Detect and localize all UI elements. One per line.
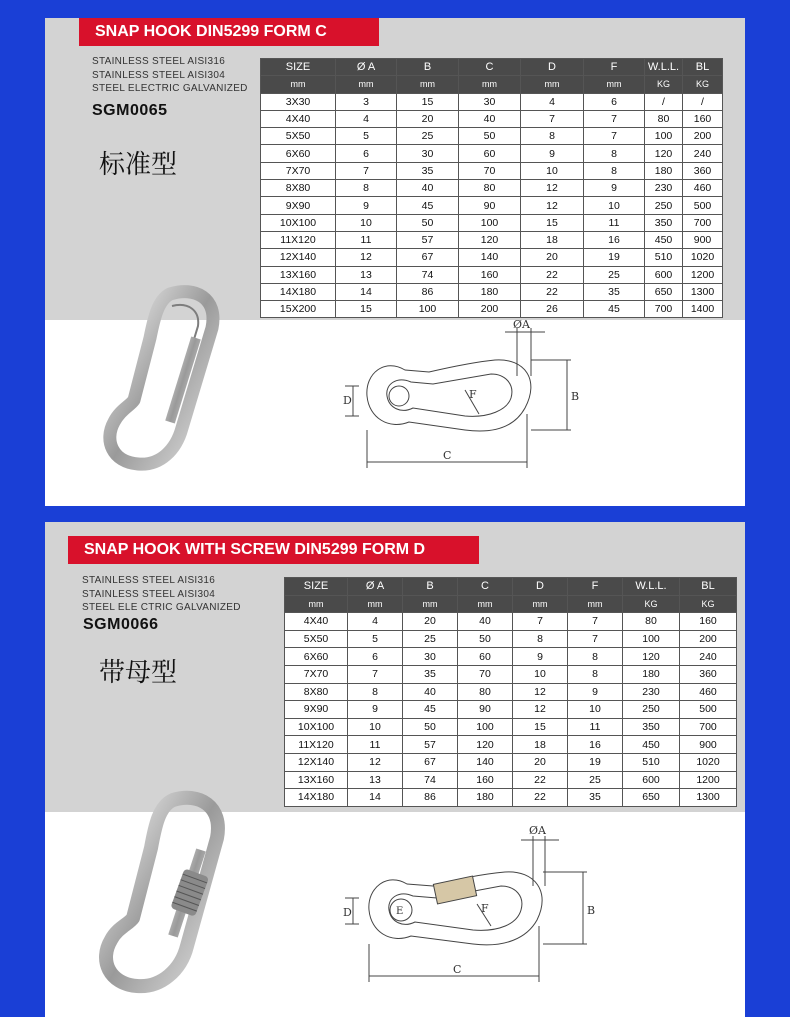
column-header: SIZE — [285, 578, 348, 596]
table-cell: 9 — [584, 180, 645, 197]
table-cell: 5 — [348, 630, 403, 648]
table-cell: 10 — [513, 665, 568, 683]
table-cell: 11 — [348, 736, 403, 754]
table-cell: 8 — [348, 683, 403, 701]
table-cell: 200 — [680, 630, 737, 648]
table-row — [261, 283, 723, 300]
table-cell: 80 — [645, 110, 683, 127]
table-cell: 14 — [336, 283, 397, 300]
column-header: B — [403, 578, 458, 596]
table-cell: 10X100 — [285, 718, 348, 736]
table-cell: 510 — [645, 249, 683, 266]
table-cell: 1200 — [683, 266, 723, 283]
table-cell: 74 — [397, 266, 459, 283]
unit-header: mm — [397, 76, 459, 93]
table-unit-row — [261, 76, 723, 93]
table-cell: 12 — [513, 683, 568, 701]
table-cell: 9 — [568, 683, 623, 701]
table-cell: 8 — [584, 162, 645, 179]
table-cell: 1020 — [683, 249, 723, 266]
table-cell: 160 — [459, 266, 521, 283]
unit-header: mm — [348, 595, 403, 613]
table-cell: 120 — [645, 145, 683, 162]
table-cell: 80 — [459, 180, 521, 197]
table-cell: 8 — [584, 145, 645, 162]
table-cell: 57 — [397, 231, 459, 248]
table-cell: 350 — [623, 718, 680, 736]
label-b: B — [571, 390, 580, 403]
material-item: STAINLESS STEEL AISI304 — [82, 588, 216, 600]
material-item: STAINLESS STEEL AISI316 — [92, 56, 226, 67]
table-cell: 160 — [683, 110, 723, 127]
table-cell: 10X100 — [261, 214, 336, 231]
table-cell: 90 — [459, 197, 521, 214]
table-cell: 9 — [513, 648, 568, 666]
table-cell: 100 — [623, 630, 680, 648]
table-row — [261, 266, 723, 283]
label-d: D — [343, 394, 352, 407]
table-cell: 30 — [397, 145, 459, 162]
table-cell: 22 — [521, 283, 584, 300]
table-cell: 5X50 — [261, 128, 336, 145]
table-cell: 140 — [459, 249, 521, 266]
table-cell: 15 — [521, 214, 584, 231]
table-cell: 22 — [521, 266, 584, 283]
table-cell: 250 — [645, 197, 683, 214]
table-cell: 230 — [623, 683, 680, 701]
table-cell: 160 — [458, 771, 513, 789]
table-cell: 450 — [645, 231, 683, 248]
label-f: F — [481, 902, 489, 915]
table-cell: 9 — [521, 145, 584, 162]
table-cell: 100 — [645, 128, 683, 145]
product-type-chinese: 带母型 — [99, 658, 178, 688]
table-unit-row — [285, 595, 737, 613]
table-cell: 120 — [459, 231, 521, 248]
unit-header: mm — [336, 76, 397, 93]
unit-header: KG — [683, 76, 723, 93]
table-cell: 8 — [568, 648, 623, 666]
table-cell: 45 — [584, 301, 645, 318]
table-cell: 180 — [458, 789, 513, 807]
table-cell: 4 — [336, 110, 397, 127]
spec-table-body — [261, 93, 723, 318]
table-cell: 12 — [513, 701, 568, 719]
table-row — [261, 145, 723, 162]
table-cell: 9X90 — [285, 701, 348, 719]
table-cell: 14 — [348, 789, 403, 807]
table-cell: 15 — [513, 718, 568, 736]
table-cell: 240 — [680, 648, 737, 666]
table-cell: 180 — [459, 283, 521, 300]
table-row — [261, 231, 723, 248]
section-title-banner: SNAP HOOK WITH SCREW DIN5299 FORM D — [68, 536, 479, 564]
table-cell: 35 — [397, 162, 459, 179]
column-header: F — [568, 578, 623, 596]
table-cell: 25 — [403, 630, 458, 648]
table-cell: 45 — [403, 701, 458, 719]
unit-header: mm — [459, 76, 521, 93]
table-cell: 9 — [348, 701, 403, 719]
table-row — [285, 771, 737, 789]
table-cell: 450 — [623, 736, 680, 754]
table-row — [261, 301, 723, 318]
table-row — [285, 613, 737, 631]
table-cell: 40 — [397, 180, 459, 197]
table-cell: 86 — [397, 283, 459, 300]
table-cell: 14X180 — [261, 283, 336, 300]
table-cell: 50 — [397, 214, 459, 231]
table-cell: 650 — [623, 789, 680, 807]
table-cell: 180 — [623, 665, 680, 683]
column-header: B — [397, 59, 459, 76]
column-header: BL — [680, 578, 737, 596]
table-cell: 100 — [397, 301, 459, 318]
table-cell: 510 — [623, 753, 680, 771]
unit-header: mm — [521, 76, 584, 93]
spec-table — [260, 58, 723, 318]
table-cell: 50 — [459, 128, 521, 145]
table-cell: 90 — [458, 701, 513, 719]
table-cell: 60 — [458, 648, 513, 666]
column-header: SIZE — [261, 59, 336, 76]
table-cell: 35 — [568, 789, 623, 807]
table-cell: 20 — [513, 753, 568, 771]
section-form-c — [45, 18, 745, 506]
table-cell: 6X60 — [285, 648, 348, 666]
table-cell: 240 — [683, 145, 723, 162]
column-header: Ø A — [336, 59, 397, 76]
table-cell: 500 — [683, 197, 723, 214]
unit-header: mm — [584, 76, 645, 93]
table-cell: 650 — [645, 283, 683, 300]
spec-table-body — [285, 613, 737, 807]
table-cell: 360 — [683, 162, 723, 179]
table-row — [261, 249, 723, 266]
column-header: W.L.L. — [645, 59, 683, 76]
table-cell: 12 — [521, 197, 584, 214]
table-row — [285, 718, 737, 736]
label-d: D — [343, 906, 352, 919]
column-header: C — [458, 578, 513, 596]
label-a: ØA — [513, 318, 530, 331]
table-cell: 40 — [458, 613, 513, 631]
table-cell: 900 — [680, 736, 737, 754]
table-cell: 26 — [521, 301, 584, 318]
unit-header: mm — [513, 595, 568, 613]
table-row — [285, 683, 737, 701]
table-cell: 6 — [336, 145, 397, 162]
table-cell: 200 — [459, 301, 521, 318]
material-list — [82, 574, 241, 615]
table-cell: 8 — [568, 665, 623, 683]
table-cell: 200 — [683, 128, 723, 145]
dimension-drawing — [345, 822, 605, 987]
column-header: W.L.L. — [623, 578, 680, 596]
table-cell: 500 — [680, 701, 737, 719]
material-list — [92, 55, 248, 96]
spec-table-header — [285, 578, 737, 613]
table-cell: 25 — [397, 128, 459, 145]
spec-table-header — [261, 59, 723, 94]
table-cell: 9 — [336, 197, 397, 214]
table-row — [285, 789, 737, 807]
table-cell: 45 — [397, 197, 459, 214]
table-cell: 60 — [459, 145, 521, 162]
label-a: ØA — [529, 824, 546, 837]
table-cell: 6X60 — [261, 145, 336, 162]
table-row — [285, 648, 737, 666]
table-row — [285, 753, 737, 771]
table-cell: 4X40 — [285, 613, 348, 631]
table-cell: 1020 — [680, 753, 737, 771]
table-cell: 80 — [623, 613, 680, 631]
table-cell: 16 — [584, 231, 645, 248]
table-cell: 11X120 — [285, 736, 348, 754]
table-cell: 50 — [458, 630, 513, 648]
table-cell: 230 — [645, 180, 683, 197]
table-cell: 8X80 — [285, 683, 348, 701]
table-cell: 70 — [459, 162, 521, 179]
table-cell: 25 — [584, 266, 645, 283]
label-e: E — [396, 906, 404, 917]
table-cell: 11 — [568, 718, 623, 736]
unit-header: KG — [623, 595, 680, 613]
table-cell: 600 — [623, 771, 680, 789]
table-cell: / — [683, 93, 723, 110]
table-row — [261, 93, 723, 110]
table-cell: 22 — [513, 771, 568, 789]
table-cell: 13 — [336, 266, 397, 283]
table-cell: 7 — [336, 162, 397, 179]
table-cell: 700 — [680, 718, 737, 736]
table-cell: 19 — [584, 249, 645, 266]
table-cell: 5 — [336, 128, 397, 145]
table-cell: 20 — [403, 613, 458, 631]
table-cell: 10 — [348, 718, 403, 736]
spec-table — [284, 577, 737, 807]
table-cell: 10 — [568, 701, 623, 719]
table-cell: 600 — [645, 266, 683, 283]
table-cell: 10 — [521, 162, 584, 179]
snap-hook-with-screw-photo — [95, 786, 245, 1008]
table-cell: 8 — [336, 180, 397, 197]
table-row — [285, 736, 737, 754]
table-cell: 20 — [397, 110, 459, 127]
table-cell: 8 — [513, 630, 568, 648]
table-header-row — [261, 59, 723, 76]
table-row — [285, 701, 737, 719]
column-header: D — [521, 59, 584, 76]
table-cell: 140 — [458, 753, 513, 771]
table-cell: 460 — [683, 180, 723, 197]
table-cell: 4 — [348, 613, 403, 631]
table-cell: 19 — [568, 753, 623, 771]
table-cell: 4 — [521, 93, 584, 110]
table-cell: 7 — [568, 613, 623, 631]
table-cell: 15 — [336, 301, 397, 318]
table-cell: 7X70 — [285, 665, 348, 683]
product-code: SGM0066 — [83, 616, 159, 633]
material-item: STEEL ELE CTRIC GALVANIZED — [82, 602, 241, 613]
table-cell: 5X50 — [285, 630, 348, 648]
table-cell: 700 — [683, 214, 723, 231]
table-cell: 11 — [336, 231, 397, 248]
table-cell: 7 — [513, 613, 568, 631]
table-cell: 700 — [645, 301, 683, 318]
table-cell: 12X140 — [261, 249, 336, 266]
table-row — [261, 180, 723, 197]
label-b: B — [587, 904, 596, 917]
table-cell: 10 — [336, 214, 397, 231]
table-cell: 7 — [584, 110, 645, 127]
table-cell: 360 — [680, 665, 737, 683]
table-cell: 13 — [348, 771, 403, 789]
table-row — [261, 128, 723, 145]
table-cell: 12X140 — [285, 753, 348, 771]
table-row — [261, 110, 723, 127]
table-cell: 4X40 — [261, 110, 336, 127]
table-cell: 120 — [458, 736, 513, 754]
snap-hook-photo — [100, 280, 235, 480]
table-cell: 18 — [521, 231, 584, 248]
dimension-drawing — [345, 318, 585, 473]
table-cell: 10 — [584, 197, 645, 214]
unit-header: mm — [403, 595, 458, 613]
table-cell: 7 — [568, 630, 623, 648]
column-header: BL — [683, 59, 723, 76]
table-cell: 67 — [403, 753, 458, 771]
table-cell: 18 — [513, 736, 568, 754]
unit-header: mm — [285, 595, 348, 613]
unit-header: KG — [680, 595, 737, 613]
table-cell: 40 — [459, 110, 521, 127]
table-cell: 35 — [403, 665, 458, 683]
table-row — [261, 214, 723, 231]
unit-header: mm — [261, 76, 336, 93]
table-cell: 3X30 — [261, 93, 336, 110]
table-cell: / — [645, 93, 683, 110]
table-cell: 11X120 — [261, 231, 336, 248]
table-cell: 30 — [459, 93, 521, 110]
table-cell: 22 — [513, 789, 568, 807]
column-header: Ø A — [348, 578, 403, 596]
unit-header: KG — [645, 76, 683, 93]
table-cell: 40 — [403, 683, 458, 701]
material-item: STEEL ELECTRIC GALVANIZED — [92, 83, 248, 94]
column-header: D — [513, 578, 568, 596]
table-cell: 30 — [403, 648, 458, 666]
column-header: F — [584, 59, 645, 76]
table-cell: 74 — [403, 771, 458, 789]
table-cell: 8 — [521, 128, 584, 145]
table-cell: 8X80 — [261, 180, 336, 197]
table-cell: 25 — [568, 771, 623, 789]
table-cell: 900 — [683, 231, 723, 248]
table-header-row — [285, 578, 737, 596]
unit-header: mm — [458, 595, 513, 613]
table-cell: 12 — [521, 180, 584, 197]
table-cell: 350 — [645, 214, 683, 231]
table-cell: 1300 — [680, 789, 737, 807]
table-cell: 50 — [403, 718, 458, 736]
table-cell: 12 — [348, 753, 403, 771]
table-cell: 7 — [348, 665, 403, 683]
table-cell: 1300 — [683, 283, 723, 300]
table-row — [285, 630, 737, 648]
table-cell: 9X90 — [261, 197, 336, 214]
table-cell: 1400 — [683, 301, 723, 318]
table-cell: 6 — [348, 648, 403, 666]
table-cell: 16 — [568, 736, 623, 754]
table-row — [261, 197, 723, 214]
table-cell: 160 — [680, 613, 737, 631]
section-title-banner: SNAP HOOK DIN5299 FORM C — [79, 18, 379, 46]
table-cell: 3 — [336, 93, 397, 110]
table-cell: 460 — [680, 683, 737, 701]
table-cell: 7 — [521, 110, 584, 127]
table-cell: 67 — [397, 249, 459, 266]
label-c: C — [453, 963, 462, 976]
section-form-d — [45, 522, 745, 1017]
table-cell: 250 — [623, 701, 680, 719]
table-cell: 1200 — [680, 771, 737, 789]
product-type-chinese: 标准型 — [99, 150, 178, 180]
table-cell: 180 — [645, 162, 683, 179]
table-cell: 14X180 — [285, 789, 348, 807]
table-cell: 6 — [584, 93, 645, 110]
label-f: F — [469, 388, 477, 401]
table-cell: 57 — [403, 736, 458, 754]
table-cell: 35 — [584, 283, 645, 300]
material-item: STAINLESS STEEL AISI304 — [92, 69, 226, 81]
label-c: C — [443, 449, 452, 462]
table-row — [261, 162, 723, 179]
table-cell: 100 — [458, 718, 513, 736]
table-cell: 20 — [521, 249, 584, 266]
column-header: C — [459, 59, 521, 76]
table-cell: 13X160 — [261, 266, 336, 283]
table-row — [285, 665, 737, 683]
table-cell: 70 — [458, 665, 513, 683]
table-cell: 86 — [403, 789, 458, 807]
table-cell: 15 — [397, 93, 459, 110]
material-item: STAINLESS STEEL AISI316 — [82, 575, 216, 586]
table-cell: 7X70 — [261, 162, 336, 179]
table-cell: 80 — [458, 683, 513, 701]
table-cell: 13X160 — [285, 771, 348, 789]
table-cell: 15X200 — [261, 301, 336, 318]
unit-header: mm — [568, 595, 623, 613]
table-cell: 12 — [336, 249, 397, 266]
product-code: SGM0065 — [92, 102, 168, 119]
table-cell: 11 — [584, 214, 645, 231]
table-cell: 100 — [459, 214, 521, 231]
table-cell: 7 — [584, 128, 645, 145]
table-cell: 120 — [623, 648, 680, 666]
